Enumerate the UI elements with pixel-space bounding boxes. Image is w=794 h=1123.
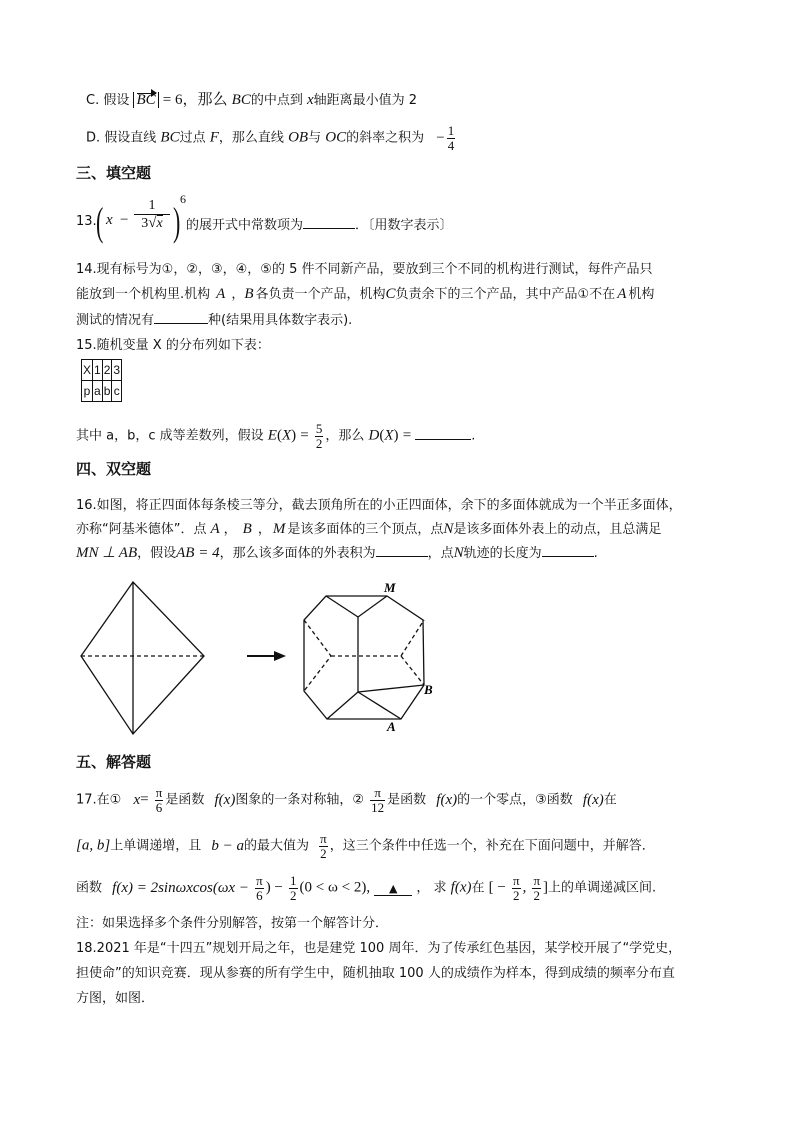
- question-14-line-1: 14.现有标号为①，②，③，④，⑤的 5 件不同新产品，要放到三个不同的机构进行测试，每件产品只: [76, 262, 653, 277]
- right-paren: ): [172, 199, 181, 244]
- arrow-head-icon: [274, 651, 286, 661]
- section-title-solutions: 五、解答题: [76, 753, 152, 771]
- question-16-line-2: 亦称“阿基米德体”．点 A ， B ， M 是该多面体的三个顶点，点N是该多面体外表上的动点，且总满足: [76, 521, 662, 537]
- fraction-one-quarter: $\frac{1}{4}$: [447, 123, 455, 153]
- answer-blank-16a[interactable]: [376, 544, 428, 557]
- vector-bc-abs: [133, 92, 158, 108]
- label-m: M: [384, 580, 396, 595]
- question-16-line-1: 16.如图，将正四面体每条棱三等分，截去顶角所在的小正四面体，余下的多面体就成为一个半正多面体，: [76, 498, 682, 513]
- distribution-table: [81, 359, 122, 402]
- question-18-line-2: 担使命”的知识竞赛．现从参赛的所有学生中，随机抽取 100 人的成绩作为样本，得到成绩的频率分布直: [76, 966, 675, 981]
- fraction-one-over-cube-root: 1 3√x: [134, 198, 170, 232]
- answer-blank-15[interactable]: [415, 427, 471, 440]
- answer-blank-13[interactable]: [303, 216, 355, 229]
- table-row: p a b c: [82, 381, 122, 402]
- archimedean-solid: [304, 596, 424, 719]
- question-15-condition: 其中 a，b，c 成等差数列，假设 E(X) = $\frac{5}{2}$ ，那么 D(X) = .: [76, 421, 476, 451]
- polyhedron-figure: [72, 574, 452, 738]
- question-14-line-2: 能放到一个机构里.机构 A ，B 各负责一个产品，机构C负责余下的三个产品，其中产品①不在 A 机构: [76, 286, 655, 302]
- placeholder-triangle[interactable]: ▲: [374, 882, 412, 896]
- section-title-fill-in: 三、填空题: [76, 164, 152, 182]
- question-15-intro: 15.随机变量 X 的分布列如下表：: [76, 338, 270, 353]
- vector-bc: BC: [136, 92, 156, 108]
- label-a: A: [387, 719, 396, 734]
- question-18-line-3: 方图，如图．: [76, 991, 155, 1006]
- tetrahedron-outline: [81, 582, 204, 734]
- option-c: C. 假设 BC = 6，那么 BC的中点到 x轴距离最小值为 2: [86, 92, 418, 108]
- question-14-line-3: 测试的情况有 种(结果用具体数字表示).: [76, 313, 353, 328]
- label-b: B: [424, 682, 433, 697]
- section-title-double-blank: 四、双空题: [76, 460, 152, 478]
- question-17-function: 函数 f(x) = 2sinωxcos(ωx − $\frac{\pi}{6}$ ) − $\frac{1}{2}$ (0 < ω < 2), ▲ ， 求 f(x)在 [ − $\frac{\pi}{2}$ , $\frac{\pi}{2}$ ]上的单调递减区间.: [76, 873, 657, 903]
- question-16-line-3: MN ⊥ AB，假设AB = 4，那么该多面体的外表积为 ，点N轨迹的长度为 .: [76, 545, 598, 561]
- scoring-note: 注：如果选择多个条件分别解答，按第一个解答计分．: [76, 916, 389, 931]
- question-17-line-1: 17.在① x= $\frac{\pi}{6}$ 是函数 f(x)图象的一条对称轴，② $\frac{\pi}{12}$ 是函数 f(x)的一个零点，③函数 f(x)在: [76, 785, 617, 815]
- option-d: D. 假设直线 BC过点 F，那么直线 OB与 OC的斜率之积为 − $\frac{1}{4}$: [86, 123, 455, 153]
- table-row: X 1 2 3: [82, 360, 122, 381]
- question-18-line-1: 18.2021 年是“十四五”规划开局之年，也是建党 100 周年．为了传承红色基因，某学校开展了“学党史，: [76, 941, 682, 956]
- answer-blank-16b[interactable]: [542, 544, 594, 557]
- question-17-line-2: [a, b]上单调递增，且 b − a的最大值为 $\frac{\pi}{2}$ ，这三个条件中任选一个，补充在下面问题中，并解答．: [76, 831, 655, 861]
- answer-blank-14[interactable]: [154, 311, 208, 324]
- left-paren: (: [95, 199, 104, 244]
